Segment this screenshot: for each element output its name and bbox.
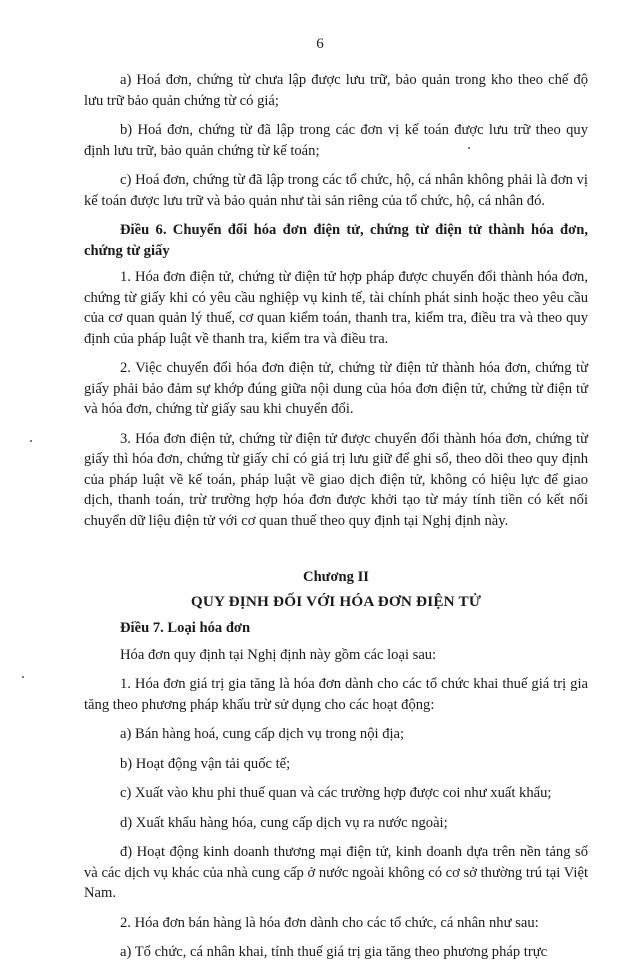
article-7-intro: Hóa đơn quy định tại Nghị định này gồm các loại sau: bbox=[120, 646, 437, 663]
article-7-heading: Điều 7. Loại hóa đơn bbox=[120, 620, 251, 636]
paragraph-storage-b: b) Hoá đơn, chứng từ đã lập trong các đơn vị kế toán được lưu trữ theo quy định lưu trữ, bảo quản chứng từ kế toán; bbox=[84, 122, 588, 159]
scan-speck bbox=[22, 676, 24, 678]
chapter-label: Chương II bbox=[303, 569, 369, 585]
article-7-clause-2-item-a: a) Tổ chức, cá nhân khai, tính thuế giá trị gia tăng theo phương pháp trực bbox=[120, 944, 548, 960]
scan-speck bbox=[468, 147, 470, 149]
article-7-item-a: a) Bán hàng hoá, cung cấp dịch vụ trong nội địa; bbox=[120, 726, 405, 742]
page-number: 6 bbox=[316, 36, 324, 52]
paragraph-storage-c: c) Hoá đơn, chứng từ đã lập trong các tổ chức, hộ, cá nhân không phải là đơn vị kế toán được lưu trữ và bảo quản như tài sản riêng của tổ chức, hộ, cá nhân đó. bbox=[84, 172, 588, 209]
article-7-item-dd: đ) Hoạt động kinh doanh thương mại điện tử, kinh doanh dựa trên nền tảng số và các dịch vụ khác của nhà cung cấp ở nước ngoài không có cơ sở thường trú tại Việt Nam. bbox=[84, 844, 588, 901]
chapter-title: QUY ĐỊNH ĐỐI VỚI HÓA ĐƠN ĐIỆN TỬ bbox=[190, 592, 482, 610]
scan-speck bbox=[30, 440, 32, 442]
article-6-clause-3: 3. Hóa đơn điện tử, chứng từ điện tử được chuyển đổi thành hóa đơn, chứng từ giấy thì hóa đơn, chứng từ giấy chỉ có giá trị lưu giữ để ghi sổ, theo dõi theo quy định của pháp luật về kế toán, pháp luật về giao dịch điện tử, không có hiệu lực để giao dịch, thanh toán, trừ trường hợp hóa đơn được khởi tạo từ máy tính tiền có kết nối chuyển dữ liệu điện tử với cơ quan thuế theo quy định tại Nghị định này. bbox=[84, 430, 588, 529]
article-6-clause-1: 1. Hóa đơn điện tử, chứng từ điện tử hợp pháp được chuyển đổi thành hóa đơn, chứng từ giấy khi có yêu cầu nghiệp vụ kinh tế, tài chính phát sinh hoặc theo yêu cầu của cơ quan quản lý thuế, cơ quan kiểm toán, thanh tra, kiểm tra, điều tra và theo quy định của pháp luật về thanh tra, kiểm tra và điều tra. bbox=[84, 269, 588, 347]
article-7-item-b: b) Hoạt động vận tải quốc tế; bbox=[120, 755, 291, 772]
article-7-clause-1: 1. Hóa đơn giá trị gia tăng là hóa đơn dành cho các tổ chức khai thuế giá trị gia tăng theo phương pháp khấu trừ sử dụng cho các hoạt động: bbox=[84, 676, 588, 713]
paragraph-storage-a: a) Hoá đơn, chứng từ chưa lập được lưu trữ, bảo quản trong kho theo chế độ lưu trữ bảo quản chứng từ có giá; bbox=[84, 72, 588, 109]
article-6-heading: Điều 6. Chuyển đổi hóa đơn điện tử, chứng từ điện tử thành hóa đơn, chứng từ giấy bbox=[84, 222, 588, 259]
article-7-item-d: d) Xuất khẩu hàng hóa, cung cấp dịch vụ ra nước ngoài; bbox=[120, 814, 448, 831]
article-7-clause-2: 2. Hóa đơn bán hàng là hóa đơn dành cho các tổ chức, cá nhân như sau: bbox=[120, 914, 539, 931]
article-7-item-c: c) Xuất vào khu phi thuế quan và các trường hợp được coi như xuất khẩu; bbox=[120, 785, 552, 801]
article-6-clause-2: 2. Việc chuyển đổi hóa đơn điện tử, chứng từ điện tử thành hóa đơn, chứng từ giấy phải bảo đảm sự khớp đúng giữa nội dung của hóa đơn điện tử, chứng từ điện tử và hóa đơn, chứng từ giấy sau khi chuyển đổi. bbox=[84, 360, 588, 417]
document-body bbox=[84, 70, 588, 972]
